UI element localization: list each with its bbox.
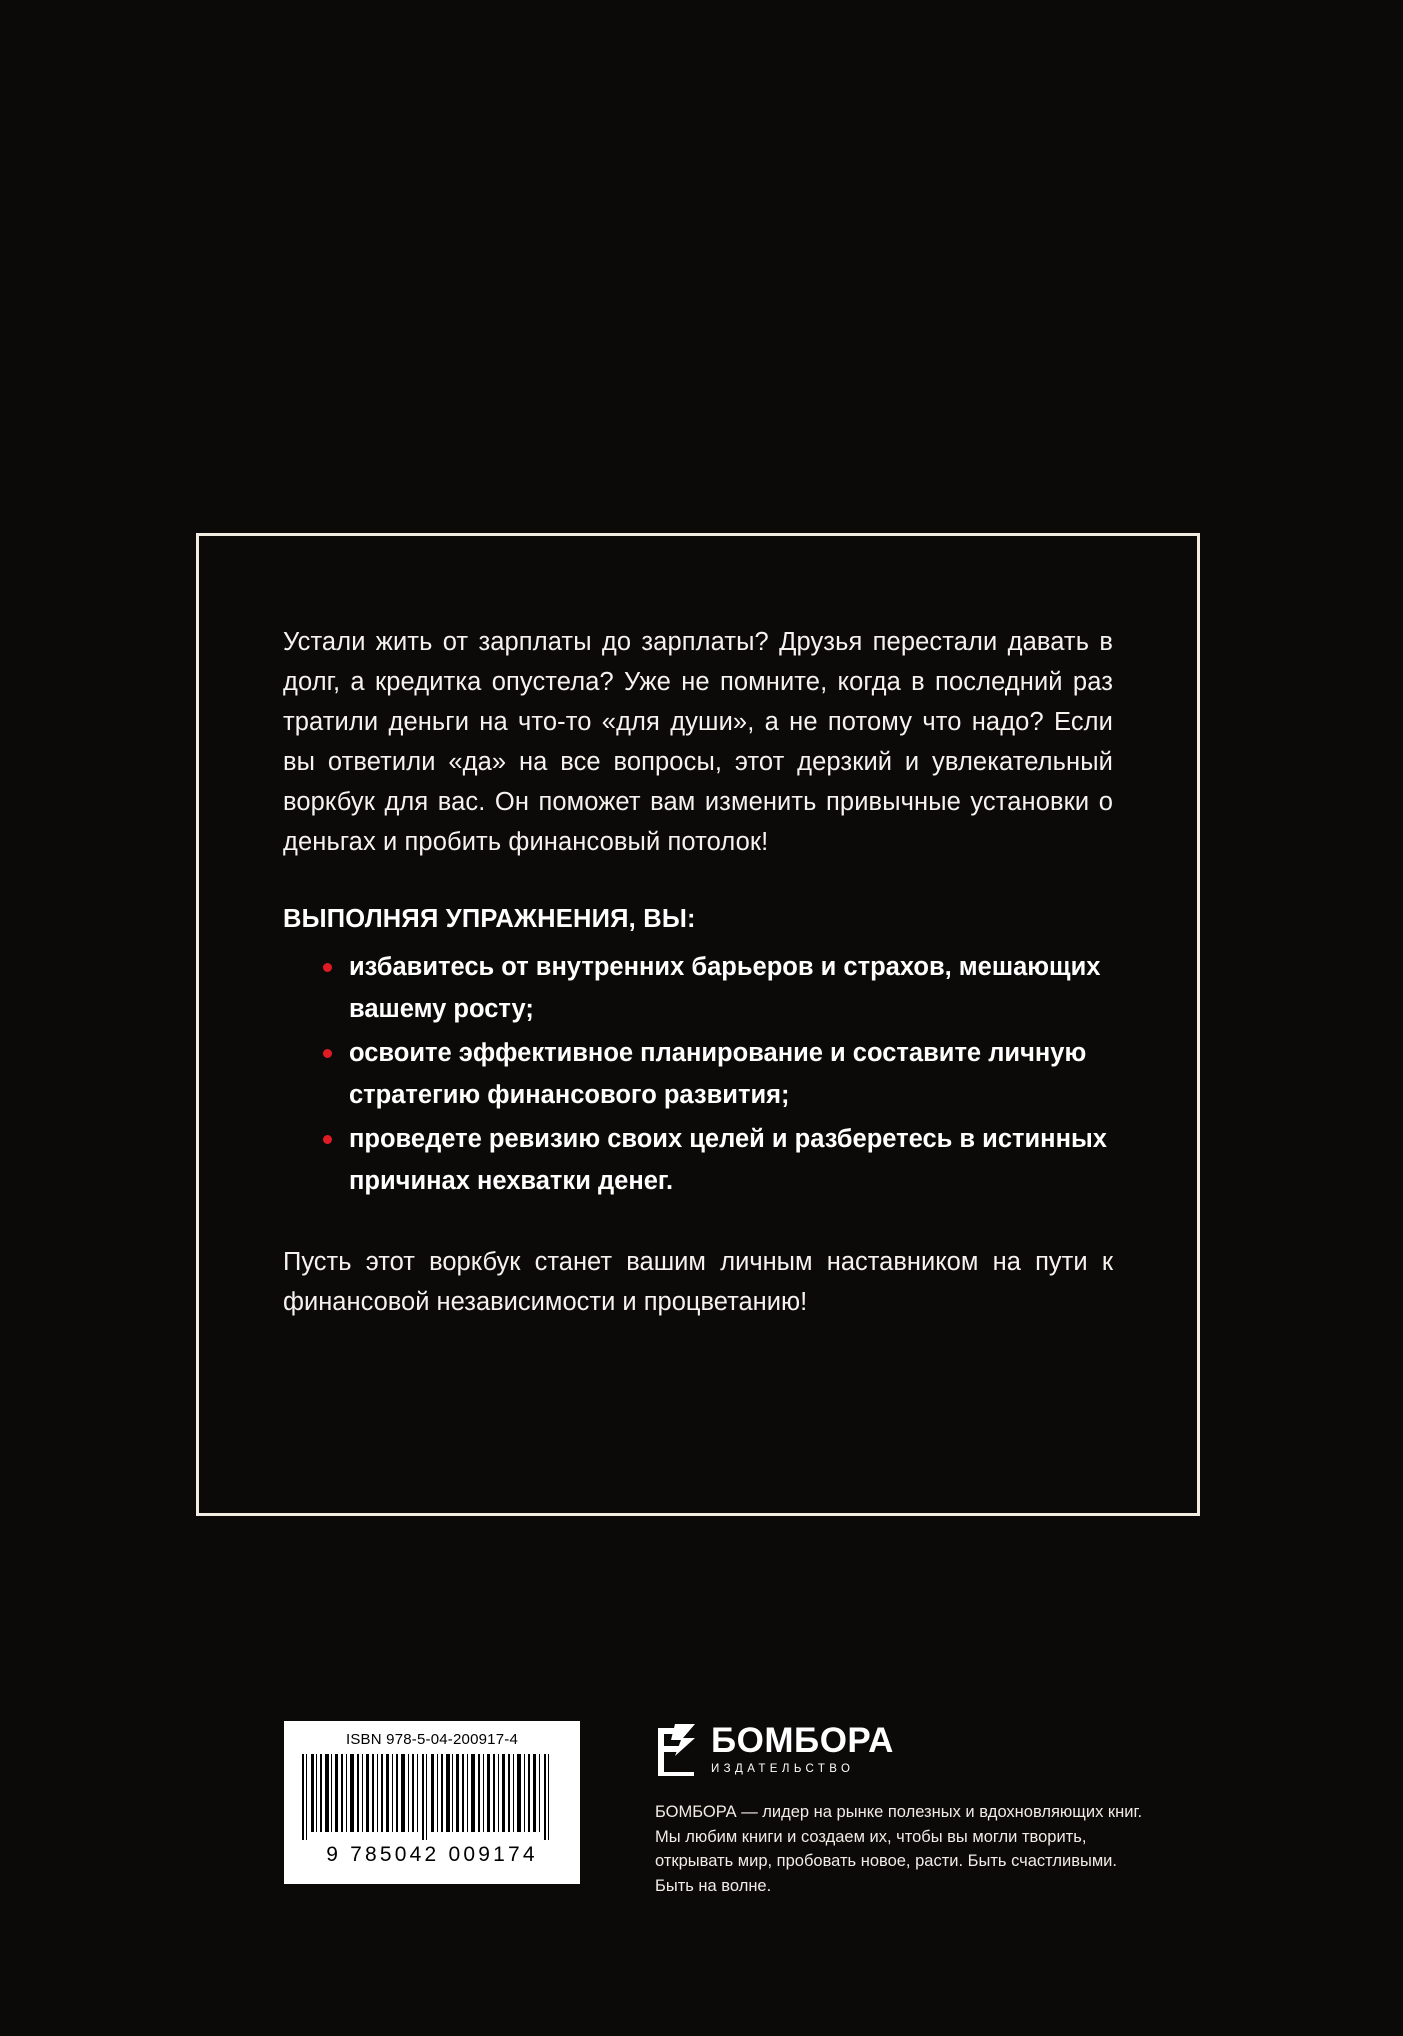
intro-paragraph: Устали жить от зарплаты до зарплаты? Друзья перестали давать в долг, а кредитка опустела? Уже не помните, когда в последний раз тратили деньги на что-то «для души», а не потому что надо? Если вы ответили «да» на все вопросы, этот дерзкий и увлекательный воркбук для вас. Он поможет вам изменить привычные установки о деньгах и пробить финансовый потолок! bbox=[283, 628, 1113, 856]
blurb-frame bbox=[196, 533, 1200, 1516]
list-item-label: проведете ревизию своих целей и разберетесь в истинных причинах нехватки денег. bbox=[349, 1125, 1107, 1195]
barcode-icon bbox=[298, 1754, 566, 1840]
benefits-list bbox=[283, 946, 1113, 1202]
list-item-label: освоите эффективное планирование и составите личную стратегию финансового развития; bbox=[349, 1039, 1087, 1109]
publisher-subtitle: ИЗДАТЕЛЬСТВО bbox=[711, 1763, 855, 1775]
blurb-content bbox=[223, 560, 1173, 1489]
bullet-dot-icon bbox=[323, 1049, 332, 1058]
publisher-description: БОМБОРА — лидер на рынке полезных и вдохновляющих книг. Мы любим книги и создаем их, чтобы вы могли творить, открывать мир, пробовать новое, расти. Быть счастливыми. Быть на волне. bbox=[655, 1803, 1143, 1895]
list-item-label: избавитесь от внутренних барьеров и страхов, мешающих вашему росту; bbox=[349, 953, 1101, 1023]
isbn-label: ISBN 978-5-04-200917-4 bbox=[345, 1731, 518, 1748]
exercise-list-heading: ВЫПОЛНЯЯ УПРАЖНЕНИЯ, ВЫ: bbox=[283, 905, 696, 933]
isbn-digits: 9 785042 009174 bbox=[326, 1843, 538, 1866]
bullet-dot-icon bbox=[323, 1135, 332, 1144]
isbn-barcode-block bbox=[284, 1721, 580, 1884]
publisher-block bbox=[655, 1722, 1175, 1898]
publisher-name: БОМБОРА bbox=[711, 1721, 894, 1760]
bombora-logo-icon bbox=[655, 1722, 697, 1778]
list-item bbox=[323, 1118, 1113, 1202]
list-item bbox=[323, 1032, 1113, 1116]
bullet-dot-icon bbox=[323, 963, 332, 972]
list-item bbox=[323, 946, 1113, 1030]
publisher-name-group bbox=[711, 1722, 894, 1775]
publisher-logo-row bbox=[655, 1722, 1175, 1778]
closing-paragraph: Пусть этот воркбук станет вашим личным наставником на пути к финансовой независимости и процветанию! bbox=[283, 1248, 1113, 1316]
